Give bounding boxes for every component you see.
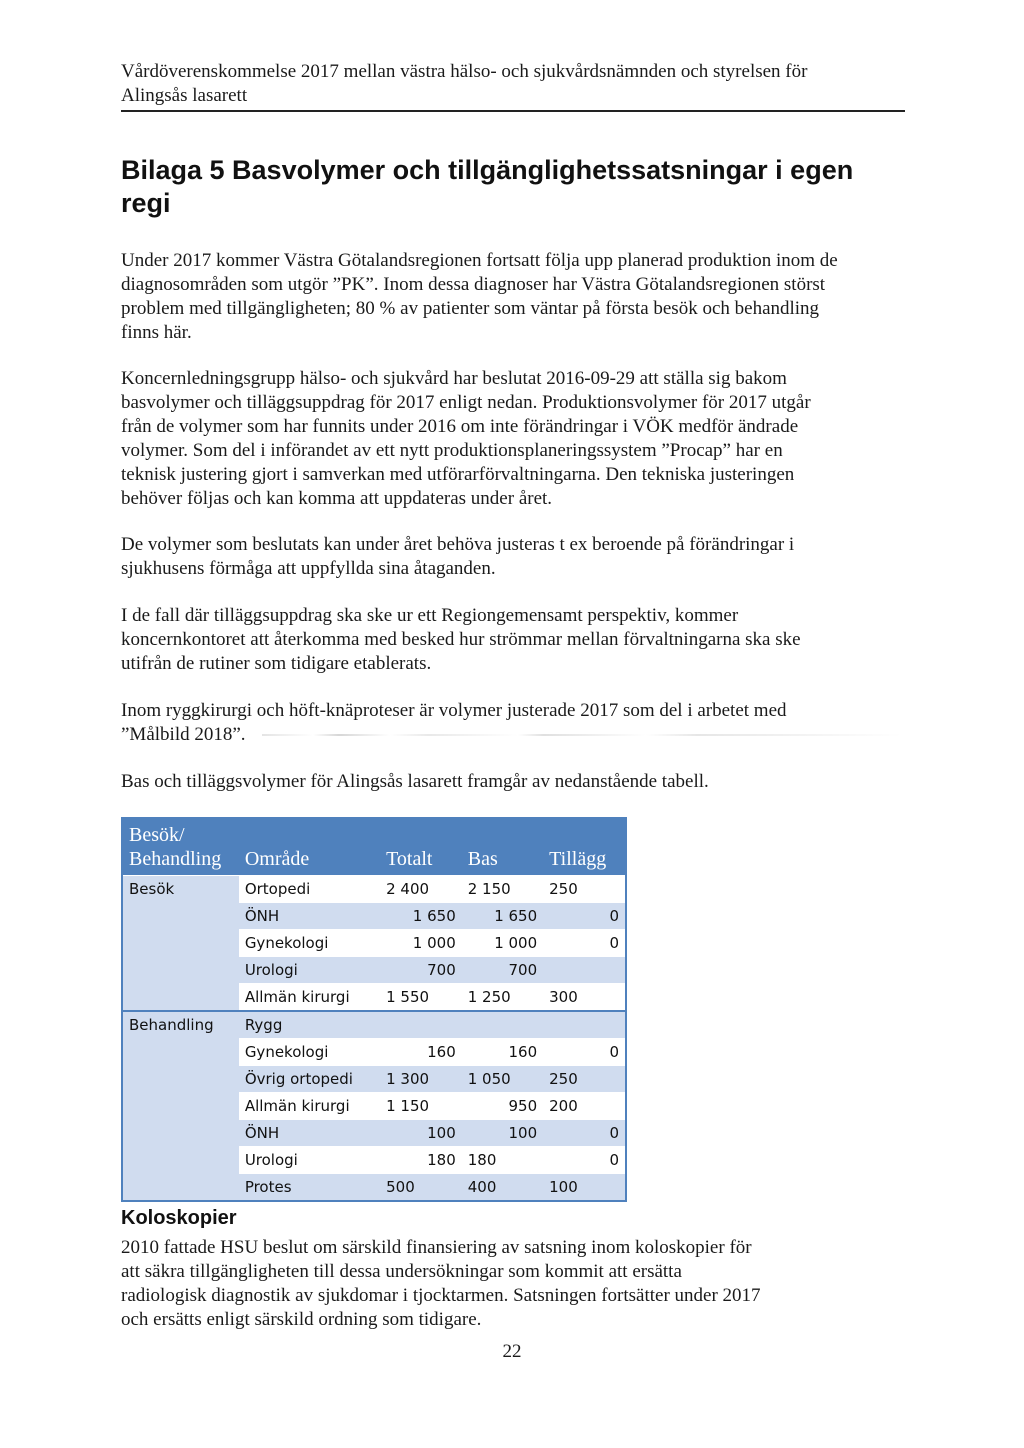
paragraph-line: basvolymer och tilläggsuppdrag för 2017 enligt nedan. Produktionsvolymer för 2017 utgår bbox=[121, 392, 811, 413]
cell-extra: 200 bbox=[543, 1093, 626, 1120]
cell-area: ÖNH bbox=[239, 903, 380, 930]
paragraph-1 bbox=[121, 249, 911, 345]
cell-total: 500 bbox=[380, 1174, 462, 1202]
cell-total: 1 300 bbox=[380, 1066, 462, 1093]
paragraph-line: ”Målbild 2018”. bbox=[121, 724, 246, 745]
cell-base bbox=[462, 1011, 543, 1039]
paragraph-line: De volymer som beslutats kan under året behöva justeras t ex beroende på förändringar i bbox=[121, 534, 795, 555]
cell-extra: 0 bbox=[543, 903, 626, 930]
cell-total: 1 150 bbox=[380, 1093, 462, 1120]
header-type-line-2: Behandling bbox=[129, 848, 222, 870]
koloskopier-heading: Koloskopier bbox=[121, 1207, 237, 1229]
scan-artifact-line bbox=[262, 734, 902, 736]
cell-area: Gynekologi bbox=[239, 930, 380, 957]
paragraph-6 bbox=[121, 770, 911, 794]
cell-base: 1 050 bbox=[462, 1066, 543, 1093]
paragraph-line: Under 2017 kommer Västra Götalandsregionen fortsatt följa upp planerad produktion inom de bbox=[121, 250, 838, 271]
header-base: Bas bbox=[462, 818, 543, 876]
cell-base: 1 250 bbox=[462, 984, 543, 1012]
cell-extra bbox=[543, 1011, 626, 1039]
cell-base: 1 650 bbox=[462, 903, 543, 930]
cell-extra: 0 bbox=[543, 1039, 626, 1066]
cell-extra: 0 bbox=[543, 1147, 626, 1174]
header-type-line-1: Besök/ bbox=[129, 824, 185, 846]
cell-extra: 300 bbox=[543, 984, 626, 1012]
running-header-line-1: Vårdöverenskommelse 2017 mellan västra hälso- och sjukvårdsnämnden och styrelsen för bbox=[121, 61, 808, 82]
table-header-row bbox=[122, 818, 626, 876]
cell-area: Allmän kirurgi bbox=[239, 1093, 380, 1120]
cell-area: Allmän kirurgi bbox=[239, 984, 380, 1012]
paragraph-line: koncernkontoret att återkomma med besked hur strömmar mellan förvaltningarna ska ske bbox=[121, 629, 801, 650]
paragraph-line: Koncernledningsgrupp hälso- och sjukvård har beslutat 2016-09-29 att ställa sig bakom bbox=[121, 368, 787, 389]
cell-area: Rygg bbox=[239, 1011, 380, 1039]
paragraph-line: teknisk justering gjort i samverkan med utförarförvaltningarna. Den tekniska justeringen bbox=[121, 464, 795, 485]
header-type bbox=[122, 818, 239, 876]
cell-extra bbox=[543, 957, 626, 984]
cell-area: Gynekologi bbox=[239, 1039, 380, 1066]
cell-total bbox=[380, 1011, 462, 1039]
cell-total: 1 000 bbox=[380, 930, 462, 957]
running-header-line-2: Alingsås lasarett bbox=[121, 85, 248, 106]
cell-base: 400 bbox=[462, 1174, 543, 1202]
paragraph-line: I de fall där tilläggsuppdrag ska ske ur ett Regiongemensamt perspektiv, kommer bbox=[121, 605, 739, 626]
cell-area: Urologi bbox=[239, 1147, 380, 1174]
appendix-title-line-2: regi bbox=[121, 188, 171, 218]
cell-total: 100 bbox=[380, 1120, 462, 1147]
appendix-title-line-1: Bilaga 5 Basvolymer och tillgänglighetssatsningar i egen bbox=[121, 155, 854, 185]
cell-total: 1 550 bbox=[380, 984, 462, 1012]
cell-base: 950 bbox=[462, 1093, 543, 1120]
paragraph-line: volymer. Som del i införandet av ett nytt produktionsplaneringssystem ”Procap” har en bbox=[121, 440, 783, 461]
appendix-title bbox=[121, 154, 901, 220]
header-extra: Tillägg bbox=[543, 818, 626, 876]
paragraph-line: Inom ryggkirurgi och höft-knäproteser är volymer justerade 2017 som del i arbetet med bbox=[121, 700, 787, 721]
cell-base: 700 bbox=[462, 957, 543, 984]
cell-area: Övrig ortopedi bbox=[239, 1066, 380, 1093]
group-label-besok: Besök bbox=[122, 876, 239, 1012]
paragraph-line: 2010 fattade HSU beslut om särskild finansiering av satsning inom koloskopier för bbox=[121, 1237, 752, 1258]
cell-base: 100 bbox=[462, 1120, 543, 1147]
paragraph-5 bbox=[121, 699, 911, 747]
page-number: 22 bbox=[502, 1341, 522, 1362]
cell-total: 1 650 bbox=[380, 903, 462, 930]
paragraph-line: från de volymer som har funnits under 2016 om inte förändringar i VÖK medför ändrade bbox=[121, 416, 799, 437]
paragraph-line: och ersätts enligt särskild ordning som tidigare. bbox=[121, 1309, 482, 1330]
paragraph-line: problem med tillgängligheten; 80 % av patienter som väntar på första besök och behandling bbox=[121, 298, 820, 319]
paragraph-line: finns här. bbox=[121, 322, 192, 343]
cell-total: 700 bbox=[380, 957, 462, 984]
paragraph-line: sjukhusens förmåga att uppfyllda sina åtaganden. bbox=[121, 558, 496, 579]
paragraph-2 bbox=[121, 367, 911, 511]
cell-base: 160 bbox=[462, 1039, 543, 1066]
cell-extra: 0 bbox=[543, 1120, 626, 1147]
paragraph-4 bbox=[121, 604, 911, 676]
cell-area: Protes bbox=[239, 1174, 380, 1202]
paragraph-line: behöver följas och kan komma att uppdateras under året. bbox=[121, 488, 553, 509]
paragraph-line: utifrån de rutiner som tidigare etablerats. bbox=[121, 653, 432, 674]
paragraph-line: Bas och tilläggsvolymer för Alingsås lasarett framgår av nedanstående tabell. bbox=[121, 771, 709, 792]
cell-total: 180 bbox=[380, 1147, 462, 1174]
cell-total: 160 bbox=[380, 1039, 462, 1066]
cell-extra: 100 bbox=[543, 1174, 626, 1202]
cell-base: 2 150 bbox=[462, 876, 543, 903]
paragraph-line: radiologisk diagnostik av sjukdomar i tjocktarmen. Satsningen fortsätter under 2017 bbox=[121, 1285, 761, 1306]
cell-extra: 0 bbox=[543, 930, 626, 957]
header-total: Totalt bbox=[380, 818, 462, 876]
koloskopier-paragraph bbox=[121, 1236, 911, 1332]
cell-area: Urologi bbox=[239, 957, 380, 984]
paragraph-line: diagnosområden som utgör ”PK”. Inom dessa diagnoser har Västra Götalandsregionen störst bbox=[121, 274, 826, 295]
cell-area: ÖNH bbox=[239, 1120, 380, 1147]
cell-extra: 250 bbox=[543, 876, 626, 903]
cell-base: 1 000 bbox=[462, 930, 543, 957]
group-label-behandling: Behandling bbox=[122, 1011, 239, 1201]
table-row bbox=[122, 1011, 626, 1039]
table-row bbox=[122, 876, 626, 903]
volume-table bbox=[121, 817, 627, 1202]
cell-area: Ortopedi bbox=[239, 876, 380, 903]
paragraph-line: att säkra tillgängligheten till dessa undersökningar som kommit att ersätta bbox=[121, 1261, 682, 1282]
header-area: Område bbox=[239, 818, 380, 876]
paragraph-3 bbox=[121, 533, 911, 581]
cell-base: 180 bbox=[462, 1147, 543, 1174]
cell-extra: 250 bbox=[543, 1066, 626, 1093]
cell-total: 2 400 bbox=[380, 876, 462, 903]
running-header bbox=[121, 60, 905, 112]
